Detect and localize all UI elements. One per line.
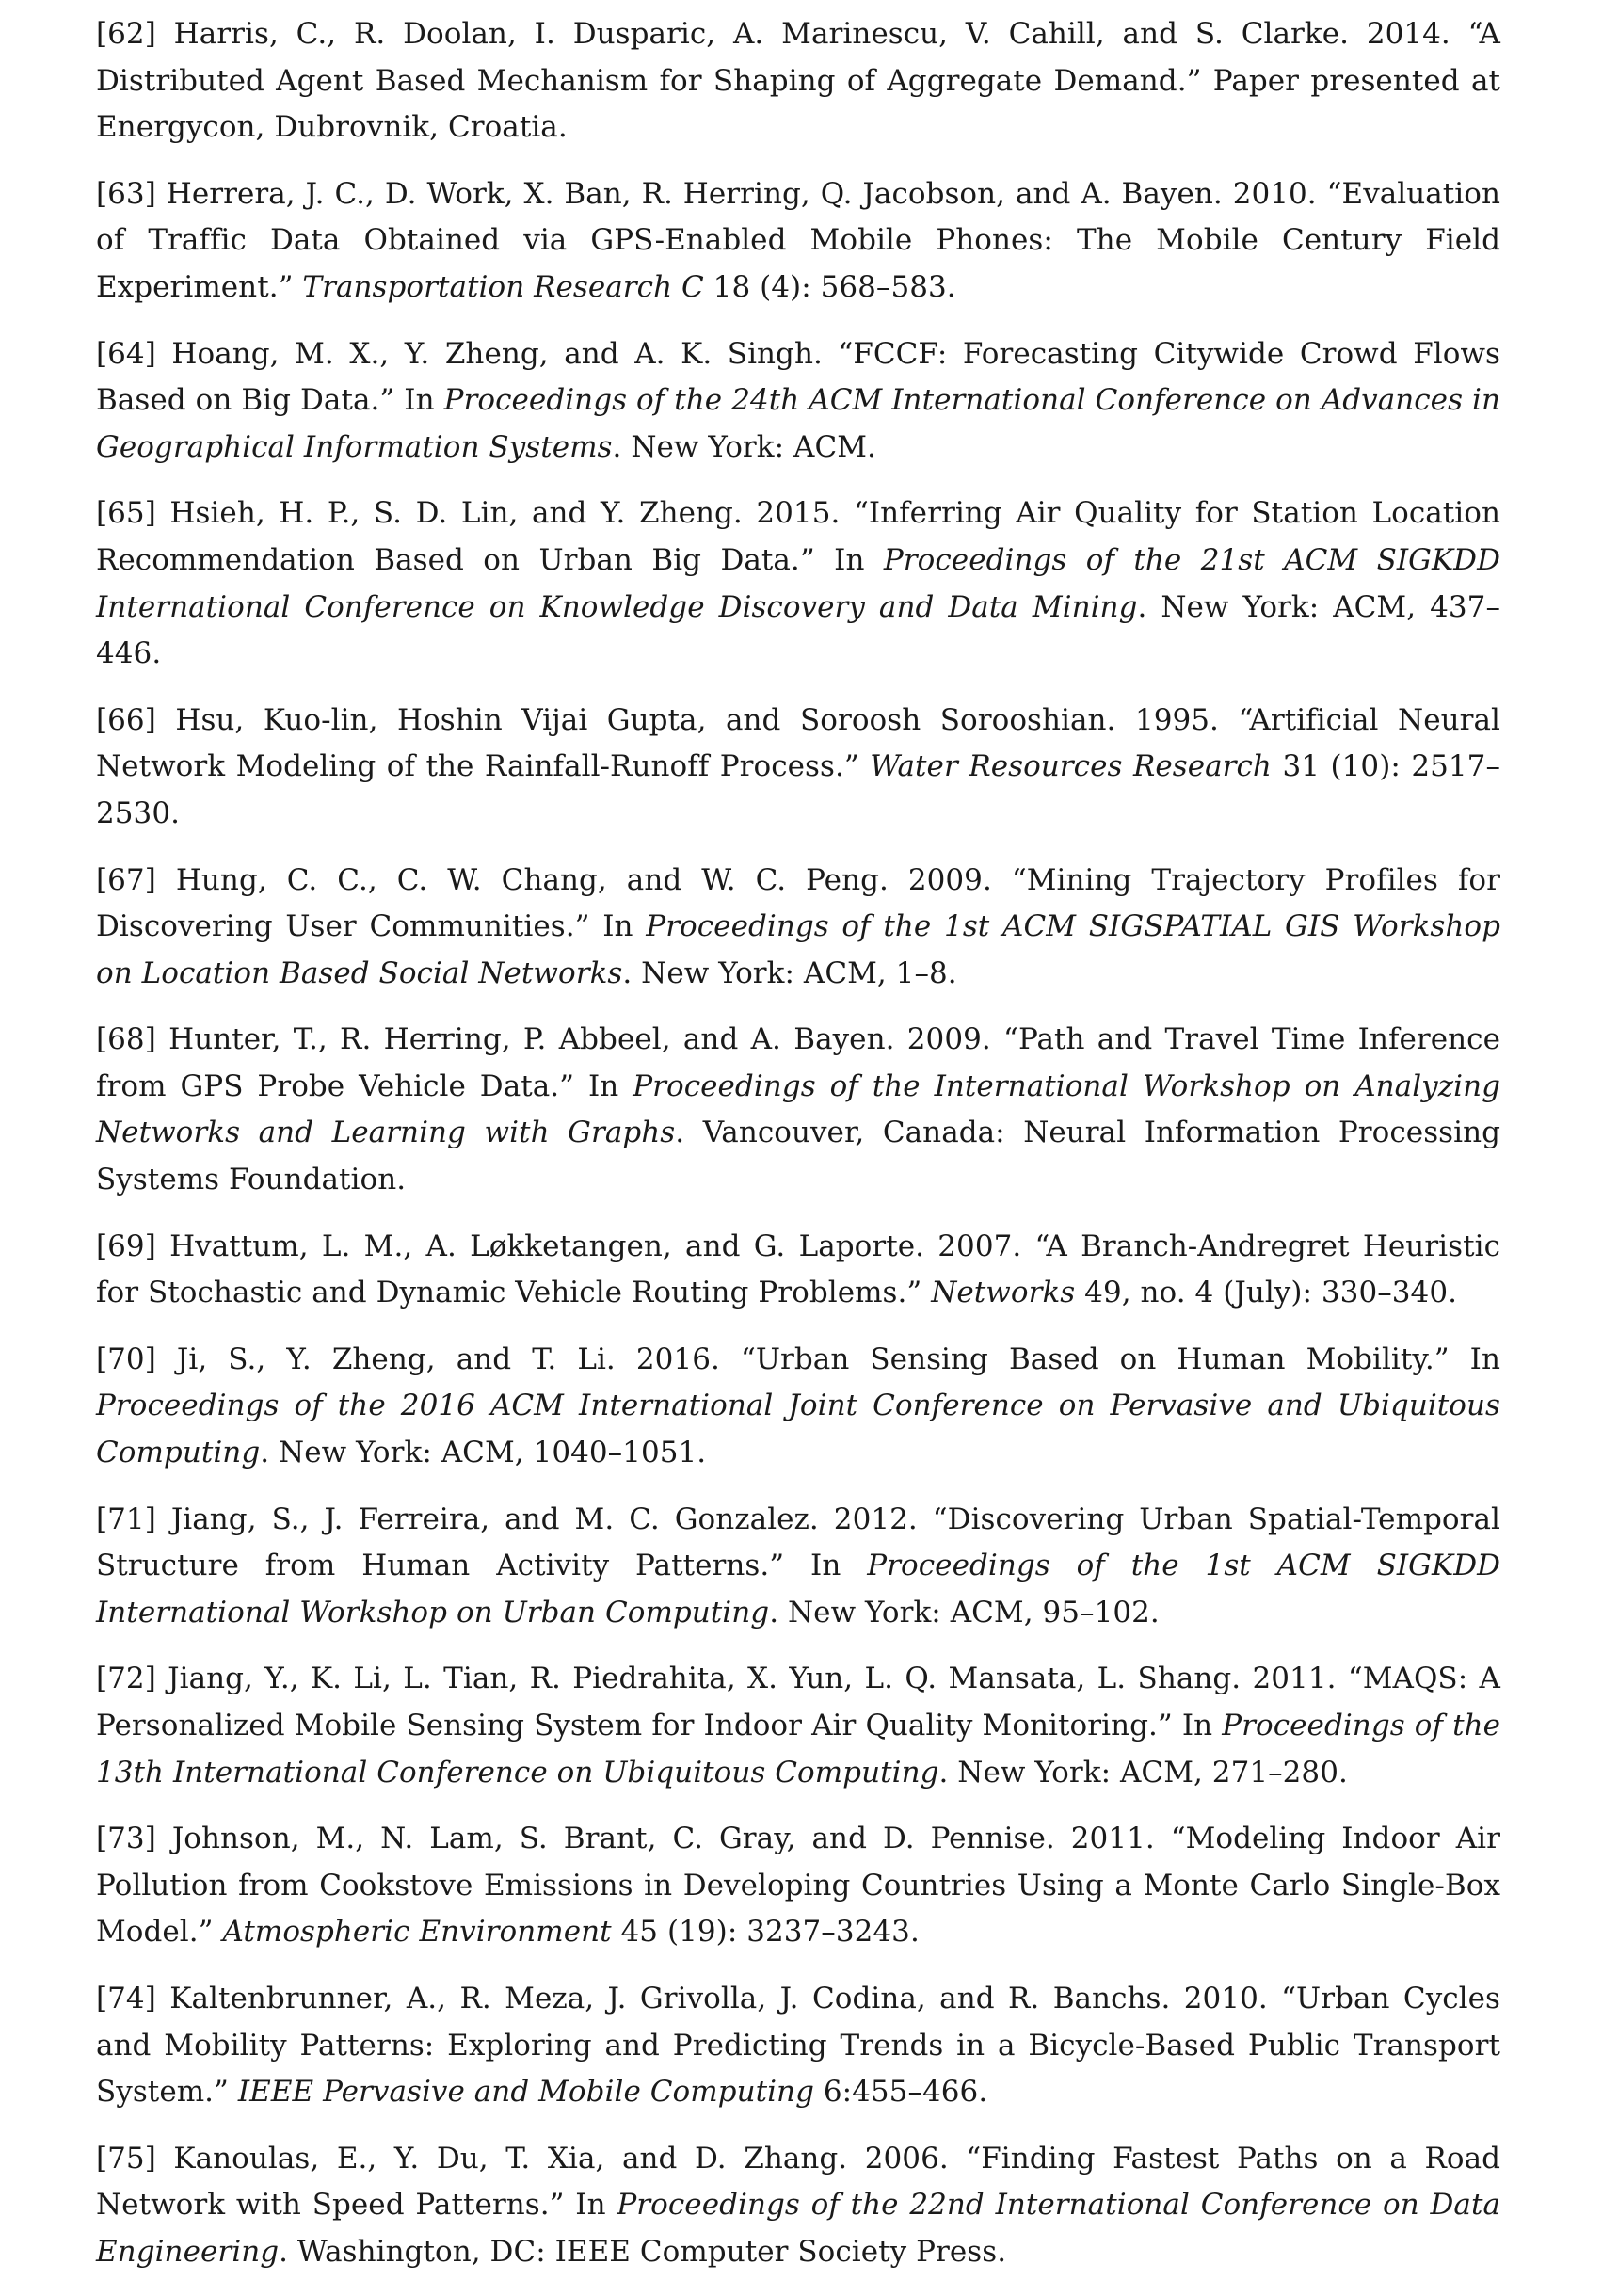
reference-entry <box>96 1656 1500 1796</box>
reference-source-title: Proceedings of the 22nd International Conference on Data Engineering <box>96 2188 1500 2269</box>
reference-text: Hunter, T., R. Herring, P. Abbeel, and A. Bayen. 2009. “Path and Travel Time Inference from GPS Probe Vehicle Data.” In <box>96 1022 1500 1103</box>
reference-text: Herrera, J. C., D. Work, X. Ban, R. Herring, Q. Jacobson, and A. Bayen. 2010. “Evaluation of Traffic Data Obtained via GPS-Enabled Mobile Phones: The Mobile Century Field Experiment.” <box>96 176 1500 304</box>
reference-text: . New York: ACM, 271–280. <box>938 1755 1348 1790</box>
reference-source-title: Networks <box>931 1276 1076 1310</box>
reference-number: [66] <box>96 702 156 737</box>
reference-source-title: Proceedings of the 21st ACM SIGKDD International Conference on Knowledge Discovery and Data Mining <box>96 542 1500 624</box>
reference-entry <box>96 490 1500 677</box>
reference-number: [73] <box>96 1822 156 1856</box>
reference-text: Hvattum, L. M., A. Løkketangen, and G. Laporte. 2007. “A Branch-Andregret Heuristic for Stochastic and Dynamic Vehicle Routing Problems.” <box>96 1228 1500 1310</box>
reference-entry <box>96 1976 1500 2116</box>
reference-text: 6:455–466. <box>813 2075 988 2110</box>
reference-entry <box>96 11 1500 152</box>
reference-text: Jiang, Y., K. Li, L. Tian, R. Piedrahita, X. Yun, L. Q. Mansata, L. Shang. 2011. “MAQS: A Personalized Mobile Sensing System for Indoor Air Quality Monitoring.” In <box>96 1662 1500 1742</box>
reference-number: [62] <box>96 17 156 51</box>
reference-text: Ji, S., Y. Zheng, and T. Li. 2016. “Urban Sensing Based on Human Mobility.” In <box>155 1341 1500 1376</box>
reference-number: [75] <box>96 2141 156 2176</box>
reference-list <box>96 11 1500 2296</box>
reference-source-title: Transportation Research C <box>302 269 704 304</box>
reference-text: Hung, C. C., C. W. Chang, and W. C. Peng. 2009. “Mining Trajectory Profiles for Discovering User Communities.” In <box>96 862 1500 944</box>
reference-text: . Vancouver, Canada: Neural Information Processing Systems Foundation. <box>96 1116 1500 1197</box>
reference-text: 45 (19): 3237–3243. <box>611 1915 920 1950</box>
reference-text: Kaltenbrunner, A., R. Meza, J. Grivolla, J. Codina, and R. Banchs. 2010. “Urban Cycles and Mobility Patterns: Exploring and Predicting Trends in a Bicycle-Based Public Transport System.” <box>96 1981 1500 2110</box>
reference-text: Hsieh, H. P., S. D. Lin, and Y. Zheng. 2015. “Inferring Air Quality for Station Location Recommendation Based on Urban Big Data.” In <box>96 496 1500 577</box>
reference-number: [65] <box>96 496 156 531</box>
reference-number: [64] <box>96 336 156 371</box>
reference-source-title: Proceedings of the 24th ACM International Conference on Advances in Geographical Information Systems <box>96 383 1501 464</box>
reference-source-title: Proceedings of the International Workshop on Analyzing Networks and Learning with Graphs <box>96 1068 1501 1150</box>
reference-number: [68] <box>96 1022 156 1057</box>
reference-text: Hoang, M. X., Y. Zheng, and A. K. Singh. “FCCF: Forecasting Citywide Crowd Flows Based on Big Data.” In <box>96 336 1500 418</box>
reference-text: . New York: ACM, 1–8. <box>622 955 957 990</box>
reference-source-title: Water Resources Research <box>870 749 1272 784</box>
reference-text: . Washington, DC: IEEE Computer Society Press. <box>279 2234 1007 2269</box>
reference-entry <box>96 1816 1500 1956</box>
reference-entry <box>96 1224 1500 1317</box>
reference-number: [63] <box>96 176 156 211</box>
reference-entry <box>96 858 1500 998</box>
reference-entry <box>96 1497 1500 1637</box>
reference-number: [70] <box>96 1341 156 1376</box>
reference-source-title: Proceedings of the 13th International Conference on Ubiquitous Computing <box>96 1709 1500 1790</box>
reference-text: Kanoulas, E., Y. Du, T. Xia, and D. Zhang. 2006. “Finding Fastest Paths on a Road Network with Speed Patterns.” In <box>96 2141 1500 2223</box>
reference-source-title: Proceedings of the 1st ACM SIGSPATIAL GIS Workshop on Location Based Social Networks <box>96 909 1500 990</box>
reference-text: . New York: ACM, 1040–1051. <box>260 1436 707 1470</box>
reference-number: [71] <box>96 1501 156 1536</box>
reference-number: [67] <box>96 862 156 897</box>
reference-text: Hsu, Kuo-lin, Hoshin Vijai Gupta, and Soroosh Sorooshian. 1995. “Artificial Neural Network Modeling of the Rainfall-Runoff Process.” <box>96 702 1500 784</box>
reference-text: Johnson, M., N. Lam, S. Brant, C. Gray, and D. Pennise. 2011. “Modeling Indoor Air Pollution from Cookstove Emissions in Developing Countries Using a Monte Carlo Single-Box Model.” <box>96 1822 1500 1950</box>
reference-number: [72] <box>96 1662 156 1696</box>
reference-text: 18 (4): 568–583. <box>703 269 956 304</box>
reference-entry <box>96 1017 1500 1203</box>
reference-entry <box>96 2136 1500 2276</box>
reference-entry <box>96 171 1500 312</box>
reference-text: 49, no. 4 (July): 330–340. <box>1075 1276 1457 1310</box>
reference-source-title: Atmospheric Environment <box>222 1915 612 1950</box>
reference-number: [69] <box>96 1228 156 1263</box>
reference-source-title: Proceedings of the 2016 ACM International Joint Conference on Pervasive and Ubiquitous Computing <box>96 1389 1500 1470</box>
reference-text: . New York: ACM, 95–102. <box>769 1595 1160 1630</box>
reference-text: Harris, C., R. Doolan, I. Dusparic, A. Marinescu, V. Cahill, and S. Clarke. 2014. “A Distributed Agent Based Mechanism for Shaping of Aggregate Demand.” Paper presented at Energycon, Dubrovnik, Croatia. <box>96 17 1500 145</box>
reference-text: Jiang, S., J. Ferreira, and M. C. Gonzalez. 2012. “Discovering Urban Spatial-Temporal Structure from Human Activity Patterns.” In <box>96 1501 1500 1583</box>
reference-entry <box>96 698 1500 838</box>
reference-source-title: IEEE Pervasive and Mobile Computing <box>237 2075 814 2110</box>
reference-number: [74] <box>96 1981 156 2015</box>
reference-text: 31 (10): 2517–2530. <box>96 749 1500 830</box>
reference-source-title: Proceedings of the 1st ACM SIGKDD International Workshop on Urban Computing <box>96 1549 1500 1630</box>
reference-text: . New York: ACM, 437–446. <box>96 589 1500 671</box>
reference-entry <box>96 1337 1500 1477</box>
reference-text: . New York: ACM. <box>612 429 876 464</box>
reference-entry <box>96 331 1500 472</box>
